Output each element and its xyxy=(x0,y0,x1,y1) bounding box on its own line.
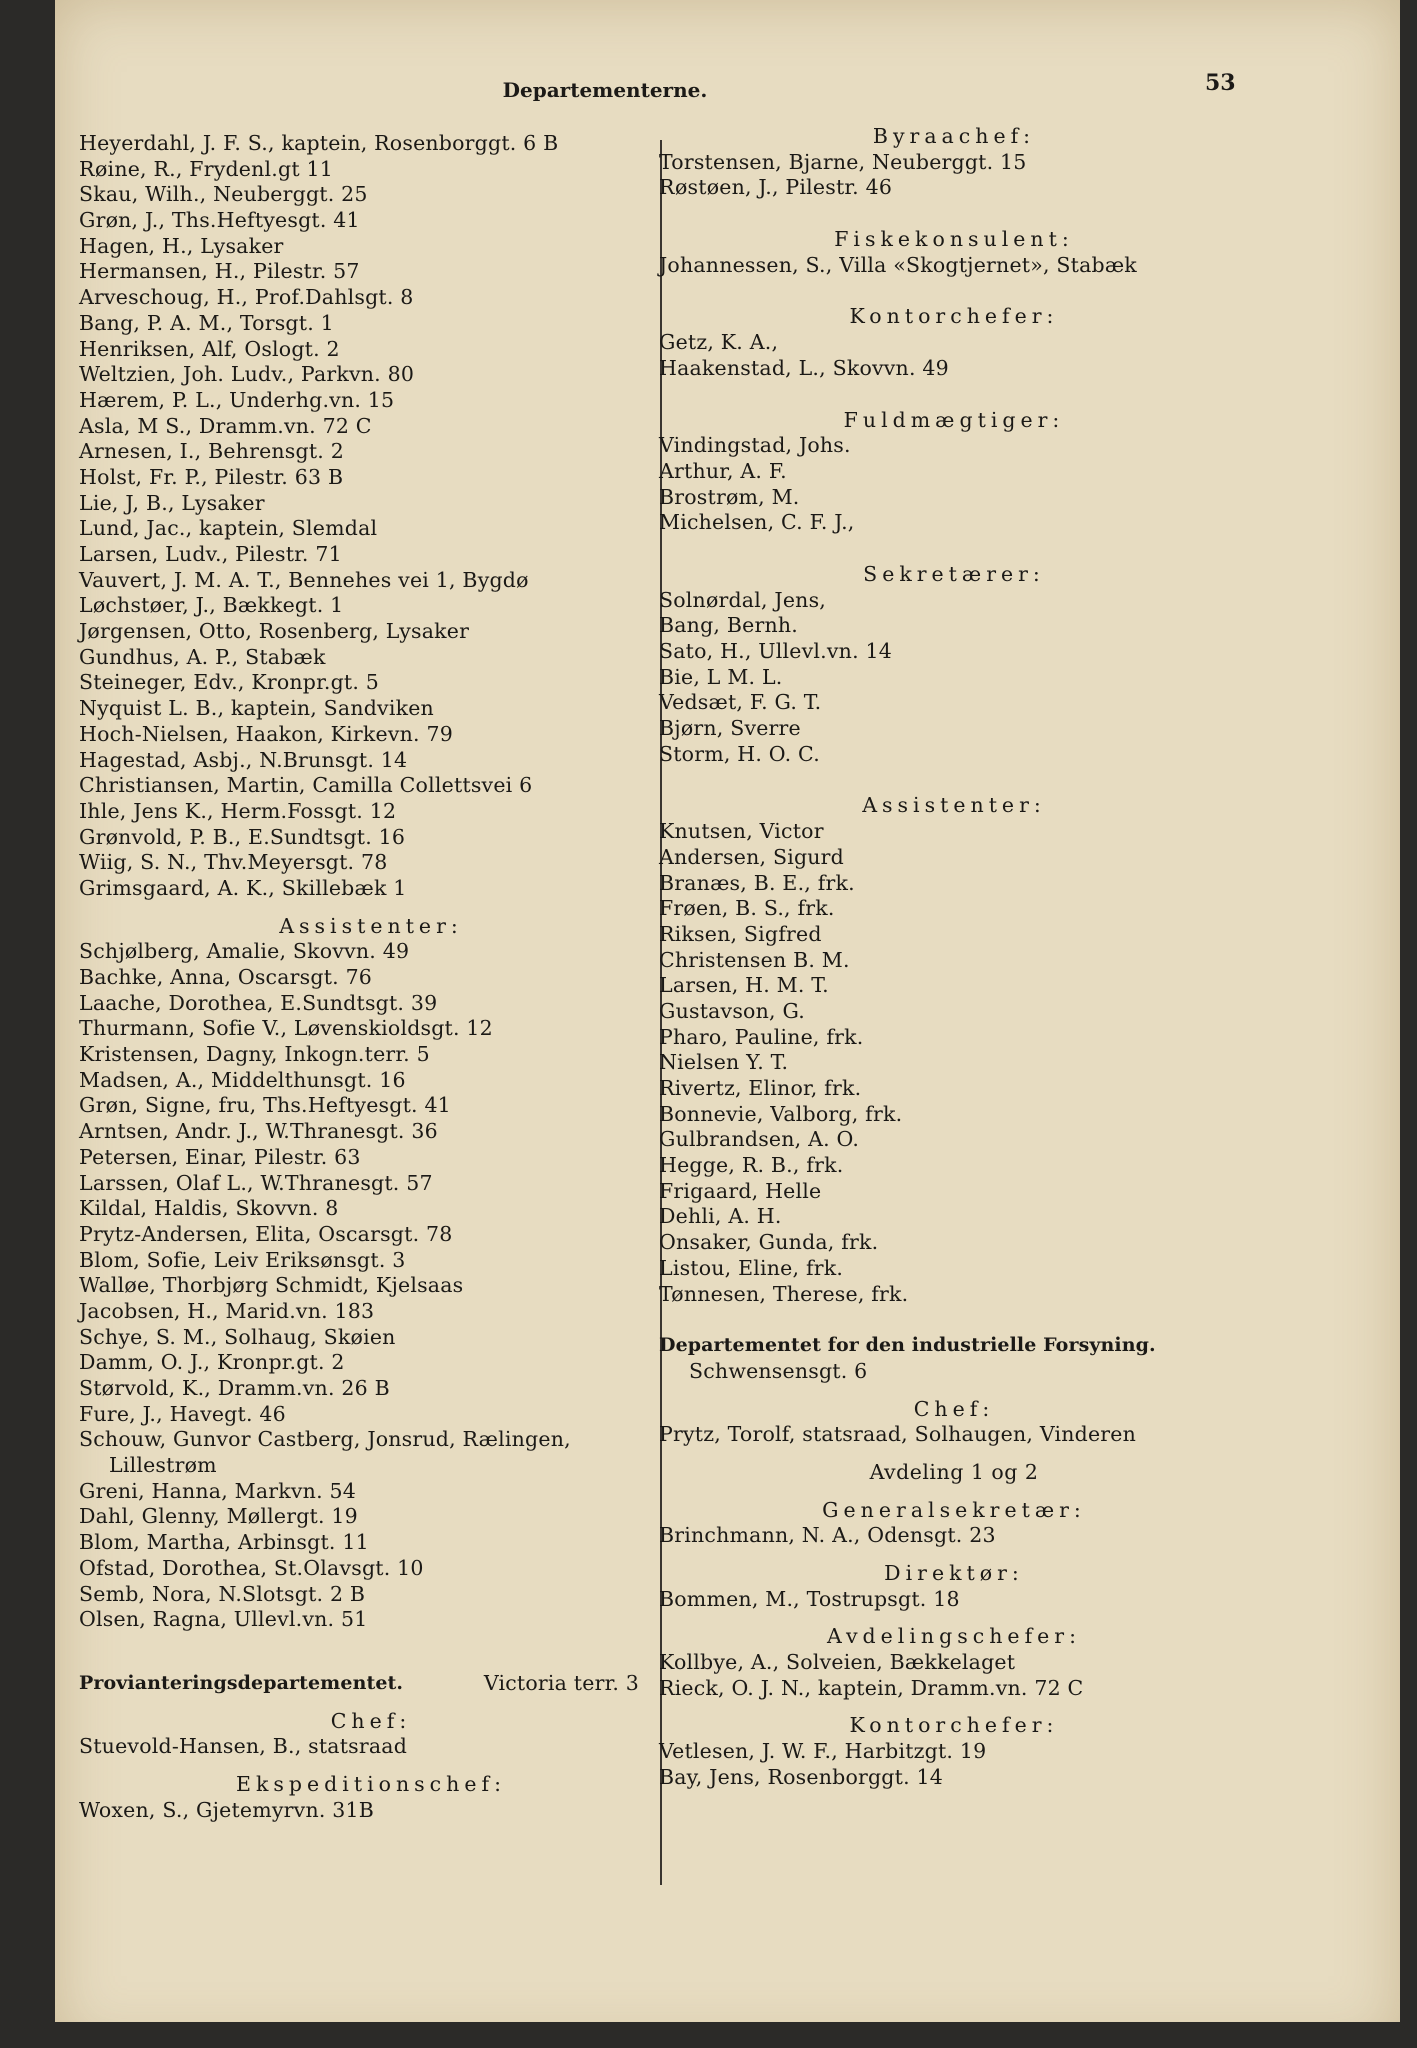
left-entry-list xyxy=(79,131,649,902)
list-item: Listou, Eline, frk. xyxy=(659,1255,844,1280)
list-item: Nielsen Y. T. xyxy=(659,1050,789,1075)
list-item: Storm, H. O. C. xyxy=(659,741,820,766)
sekretaerer-list xyxy=(659,588,1309,768)
avdelingschefer-heading: Avdelingschefer: xyxy=(826,1624,1081,1649)
list-item: Rieck, O. J. N., kaptein, Dramm.vn. 72 C xyxy=(659,1675,1084,1700)
document-page xyxy=(55,0,1400,2048)
list-item: Asla, M S., Dramm.vn. 72 C xyxy=(79,413,372,438)
list-item: Lund, Jac., kaptein, Slemdal xyxy=(79,516,378,541)
list-item: Kristensen, Dagny, Inkogn.terr. 5 xyxy=(79,1042,430,1067)
scan-border xyxy=(55,2022,1400,2048)
list-item: Vedsæt, F. G. T. xyxy=(659,690,822,715)
kontorchefer-list xyxy=(659,330,1309,381)
list-item: Ofstad, Dorothea, St.Olavsgt. 10 xyxy=(79,1555,424,1580)
list-item: Dahl, Glenny, Møllergt. 19 xyxy=(79,1504,358,1529)
byraachef-heading: Byraachef: xyxy=(872,124,1036,148)
list-item: Walløe, Thorbjørg Schmidt, Kjelsaas xyxy=(79,1273,464,1298)
list-item: Grønvold, P. B., E.Sundtsgt. 16 xyxy=(79,824,406,849)
list-item: Bjørn, Sverre xyxy=(659,716,801,741)
list-item: Larsen, H. M. T. xyxy=(659,973,829,998)
kontorchefer-heading: Kontorchefer: xyxy=(849,1713,1059,1738)
list-item: Hermansen, H., Pilestr. 57 xyxy=(79,259,360,284)
list-item: Sato, H., Ullevl.vn. 14 xyxy=(659,639,892,663)
list-item: Larssen, Olaf L., W.Thranesgt. 57 xyxy=(79,1170,433,1195)
list-item: Frigaard, Helle xyxy=(659,1178,822,1203)
fiskekonsulent-list xyxy=(659,253,1309,279)
list-item: Grimsgaard, A. K., Skillebæk 1 xyxy=(79,875,407,900)
generalsekretaer-list xyxy=(659,1523,1309,1549)
list-item: Semb, Nora, N.Slotsgt. 2 B xyxy=(79,1581,366,1606)
fuldmaegtiger-list xyxy=(659,433,1309,536)
list-item: Torstensen, Bjarne, Neuberggt. 15 xyxy=(659,149,1027,174)
list-item: Røine, R., Frydenl.gt 11 xyxy=(79,156,333,181)
list-item: Damm, O. J., Kronpr.gt. 2 xyxy=(79,1350,345,1375)
list-item: Jacobsen, H., Marid.vn. 183 xyxy=(79,1298,375,1323)
list-item: Haakenstad, L., Skovvn. 49 xyxy=(659,355,949,380)
list-item: Rivertz, Elinor, frk. xyxy=(659,1076,862,1100)
list-item: Holst, Fr. P., Pilestr. 63 B xyxy=(79,464,344,489)
list-item: Grøn, J., Ths.Heftyesgt. 41 xyxy=(79,208,360,233)
list-item: Skau, Wilh., Neuberggt. 25 xyxy=(79,182,368,207)
assistenter-heading: Assistenter: xyxy=(279,913,463,938)
list-item: Schjølberg, Amalie, Skovvn. 49 xyxy=(79,939,410,964)
left-column xyxy=(79,131,649,1823)
page-number: 53 xyxy=(1205,70,1236,96)
sekretaerer-heading: Sekretærer: xyxy=(863,561,1045,586)
list-item: Gundhus, A. P., Stabæk xyxy=(79,644,326,669)
list-item: Bachke, Anna, Oscarsgt. 76 xyxy=(79,965,373,989)
list-item: Ihle, Jens K., Herm.Fossgt. 12 xyxy=(79,798,397,823)
list-item: Størvold, K., Dramm.vn. 26 B xyxy=(79,1376,390,1400)
list-item: Stuevold-Hansen, B., statsraad xyxy=(79,1734,408,1759)
department-title: Provianteringsdepartementet. xyxy=(79,1671,404,1694)
list-item: Prytz-Andersen, Elita, Oscarsgt. 78 xyxy=(79,1221,453,1246)
list-item: Heyerdahl, J. F. S., kaptein, Rosenborggt. 6 B xyxy=(79,131,559,155)
list-item: Vindingstad, Johs. xyxy=(659,433,851,458)
list-item: Røstøen, J., Pilestr. 46 xyxy=(659,175,893,200)
list-item: Dehli, A. H. xyxy=(659,1204,782,1229)
list-item: Greni, Hanna, Markvn. 54 xyxy=(79,1478,356,1503)
avdeling-label: Avdeling 1 og 2 xyxy=(869,1459,1039,1484)
list-item: Løchstøer, J., Bækkegt. 1 xyxy=(79,593,344,618)
list-item: Getz, K. A., xyxy=(659,330,779,355)
list-item: Hoch-Nielsen, Haakon, Kirkevn. 79 xyxy=(79,721,453,746)
kontorchefer-heading: Kontorchefer: xyxy=(849,304,1059,329)
right-column xyxy=(659,124,1309,1791)
list-item: Arntsen, Andr. J., W.Thranesgt. 36 xyxy=(79,1119,438,1144)
list-item: Brinchmann, N. A., Odensgt. 23 xyxy=(659,1523,996,1548)
list-item: Vauvert, J. M. A. T., Bennehes vei 1, Bygdø xyxy=(79,567,529,592)
list-item: Gustavson, G. xyxy=(659,998,805,1023)
list-item: Madsen, A., Middelthunsgt. 16 xyxy=(79,1067,406,1092)
list-item: Branæs, B. E., frk. xyxy=(659,870,855,895)
list-item: Christensen B. M. xyxy=(659,947,850,972)
list-item: Schouw, Gunvor Castberg, Jonsrud, Rælingen, xyxy=(79,1427,571,1452)
list-item: Hærem, P. L., Underhg.vn. 15 xyxy=(79,387,395,412)
generalsekretaer-heading: Generalsekretær: xyxy=(822,1497,1086,1522)
chef-heading: Chef: xyxy=(330,1708,412,1733)
list-item: Pharo, Pauline, frk. xyxy=(659,1024,864,1049)
kontorchefer-list xyxy=(659,1739,1309,1790)
list-item: Kildal, Haldis, Skovvn. 8 xyxy=(79,1196,339,1221)
list-item: Arveschoug, H., Prof.Dahlsgt. 8 xyxy=(79,285,414,310)
list-item: Nyquist L. B., kaptein, Sandviken xyxy=(79,696,434,721)
chef-heading: Chef: xyxy=(913,1396,995,1421)
direktor-list xyxy=(659,1587,1309,1613)
list-item: Lie, J, B., Lysaker xyxy=(79,490,265,515)
list-item: Kollbye, A., Solveien, Bækkelaget xyxy=(659,1650,1016,1675)
list-item: Bonnevie, Valborg, frk. xyxy=(659,1101,903,1126)
list-item: Bie, L M. L. xyxy=(659,664,783,689)
assistenter-list xyxy=(659,819,1309,1307)
page-title: Departementerne. xyxy=(502,78,708,102)
list-item: Larsen, Ludv., Pilestr. 71 xyxy=(79,542,342,566)
list-item: Michelsen, C. F. J., xyxy=(659,510,855,535)
ekspeditionschef-heading: Ekspeditionschef: xyxy=(235,1771,506,1796)
list-item: Thurmann, Sofie V., Løvenskioldsgt. 12 xyxy=(79,1016,493,1041)
list-item: Bommen, M., Tostrupsgt. 18 xyxy=(659,1586,960,1611)
list-item: Hagestad, Asbj., N.Brunsgt. 14 xyxy=(79,747,408,772)
list-item: Prytz, Torolf, statsraad, Solhaugen, Vinderen xyxy=(659,1422,1137,1447)
list-item: Tønnesen, Therese, frk. xyxy=(659,1281,909,1306)
fuldmaegtiger-heading: Fuldmægtiger: xyxy=(843,407,1065,432)
proviant-department-row xyxy=(79,1671,639,1697)
department-address: Victoria terr. 3 xyxy=(483,1670,639,1695)
list-item: Fure, J., Havegt. 46 xyxy=(79,1401,286,1426)
list-item: Weltzien, Joh. Ludv., Parkvn. 80 xyxy=(79,362,415,387)
list-item: Gulbrandsen, A. O. xyxy=(659,1127,860,1152)
list-item: Grøn, Signe, fru, Ths.Heftyesgt. 41 xyxy=(79,1093,451,1118)
list-item: Laache, Dorothea, E.Sundtsgt. 39 xyxy=(79,990,438,1015)
avdelingschefer-list xyxy=(659,1650,1309,1701)
list-item: Steineger, Edv., Kronpr.gt. 5 xyxy=(79,670,380,695)
list-item: Vetlesen, J. W. F., Harbitzgt. 19 xyxy=(659,1739,987,1764)
assistenter-heading: Assistenter: xyxy=(862,793,1046,818)
list-item: Blom, Sofie, Leiv Eriksønsgt. 3 xyxy=(79,1247,406,1272)
list-item: Arthur, A. F. xyxy=(659,458,787,483)
department-address: Schwensensgt. 6 xyxy=(689,1358,868,1383)
list-item: Knutsen, Victor xyxy=(659,819,824,844)
list-item: Bay, Jens, Rosenborggt. 14 xyxy=(659,1764,943,1789)
list-item: Hagen, H., Lysaker xyxy=(79,233,284,258)
list-item: Wiig, S. N., Thv.Meyersgt. 78 xyxy=(79,850,388,875)
direktor-heading: Direktør: xyxy=(884,1561,1024,1585)
list-item: Christiansen, Martin, Camilla Collettsvei 6 xyxy=(79,773,533,798)
list-item: Solnørdal, Jens, xyxy=(659,587,827,612)
department-title: Departementet for den industrielle Forsyning. xyxy=(659,1334,1156,1357)
assistenter-list xyxy=(79,939,649,1453)
list-item: Schye, S. M., Solhaug, Skøien xyxy=(79,1324,396,1349)
list-item: Petersen, Einar, Pilestr. 63 xyxy=(79,1144,361,1169)
list-item: Hegge, R. B., frk. xyxy=(659,1153,844,1178)
byraachef-list xyxy=(659,150,1309,201)
list-item: Bang, P. A. M., Torsgt. 1 xyxy=(79,310,334,335)
list-item: Andersen, Sigurd xyxy=(659,844,844,869)
fiskekonsulent-heading: Fiskekonsulent: xyxy=(834,227,1074,252)
list-item: Lillestrøm xyxy=(109,1453,217,1478)
assistenter-list-tail xyxy=(79,1479,649,1633)
list-item: Jørgensen, Otto, Rosenberg, Lysaker xyxy=(79,619,470,644)
list-item: Johannessen, S., Villa «Skogtjernet», Stabæk xyxy=(659,252,1137,277)
list-item: Onsaker, Gunda, frk. xyxy=(659,1230,879,1255)
list-item: Blom, Martha, Arbinsgt. 11 xyxy=(79,1530,369,1555)
list-item: Brostrøm, M. xyxy=(659,484,800,509)
list-item: Olsen, Ragna, Ullevl.vn. 51 xyxy=(79,1607,368,1632)
list-item: Frøen, B. S., frk. xyxy=(659,896,835,921)
list-item: Riksen, Sigfred xyxy=(659,921,822,946)
list-item: Henriksen, Alf, Oslogt. 2 xyxy=(79,336,340,361)
list-item: Bang, Bernh. xyxy=(659,613,798,638)
list-item: Woxen, S., Gjetemyrvn. 31B xyxy=(79,1797,375,1822)
list-item: Arnesen, I., Behrensgt. 2 xyxy=(79,439,344,464)
